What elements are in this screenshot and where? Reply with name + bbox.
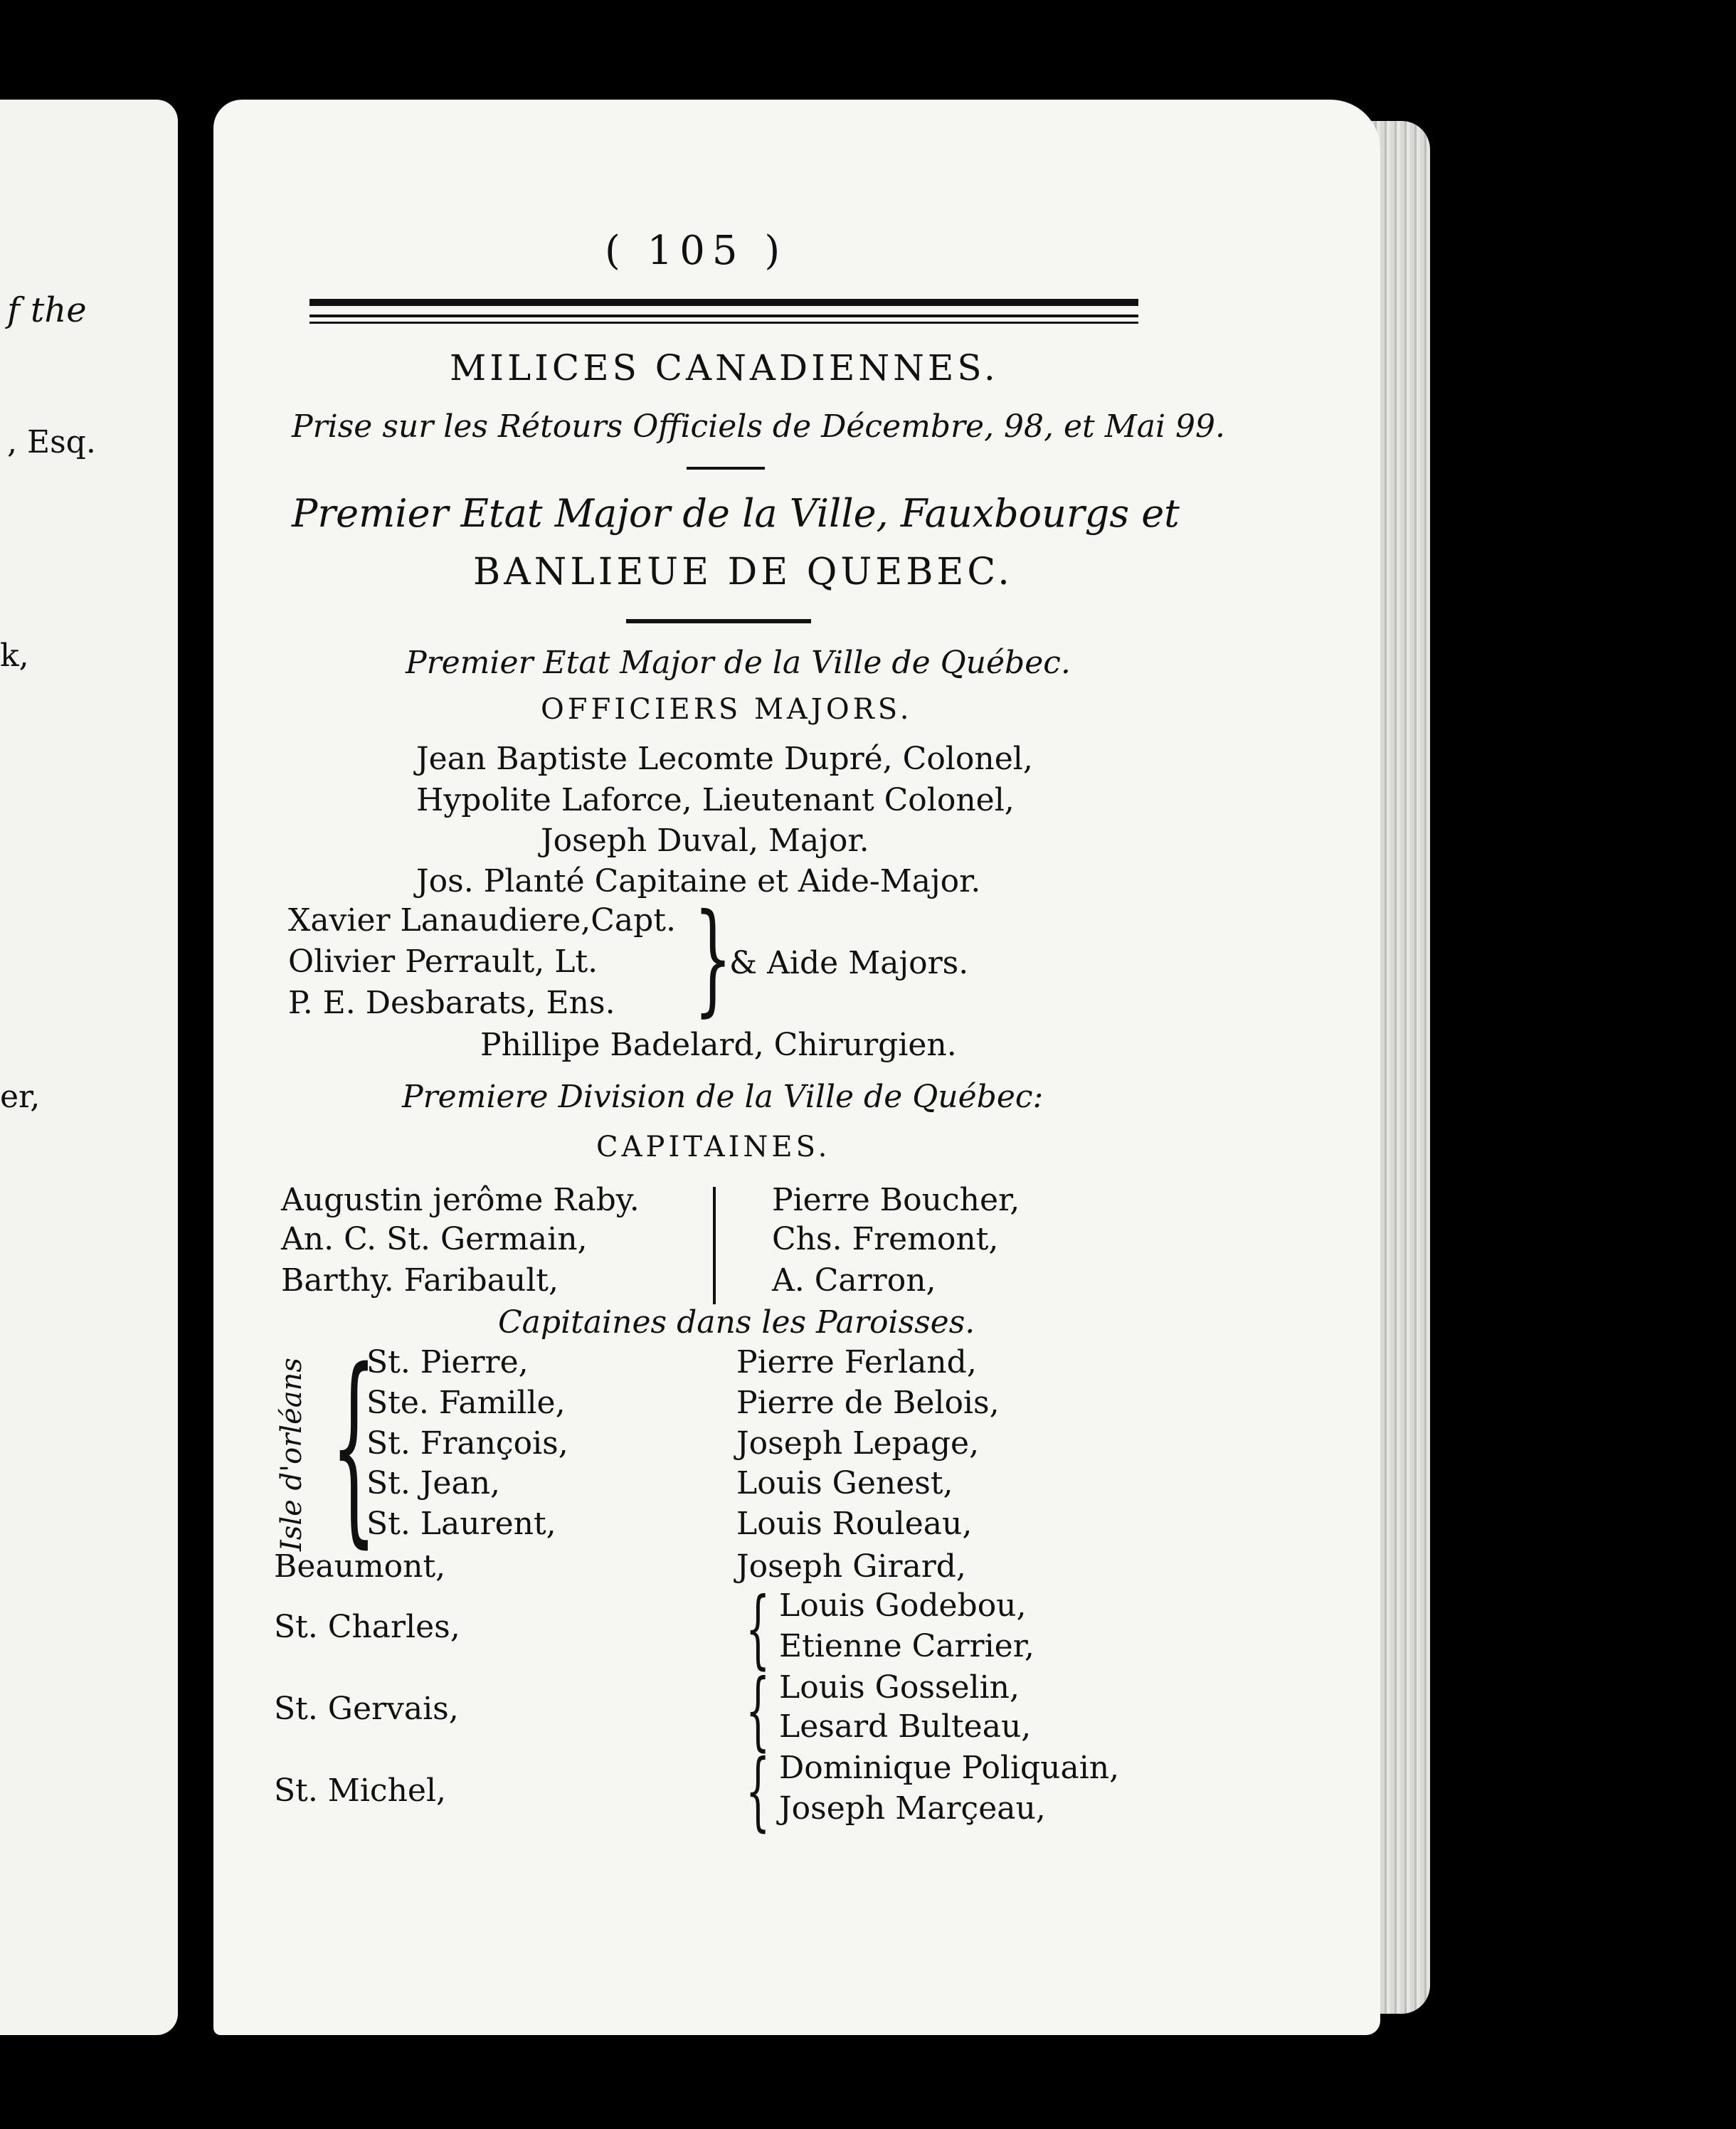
- subsection-heading-etat-major: Premier Etat Major de la Ville de Québec.: [406, 645, 1071, 681]
- captain-st-michel-1: Dominique Poliquain,: [779, 1750, 1120, 1786]
- st-gervais-brace: {: [746, 1662, 771, 1760]
- island-brace: {: [331, 1326, 377, 1566]
- island-parish-2: Ste. Famille,: [366, 1385, 566, 1421]
- left-fragment-1: f the: [7, 290, 87, 330]
- captain-left-1: Augustin jerôme Raby.: [281, 1182, 640, 1218]
- book-page: [213, 100, 1380, 2035]
- officer-line-4: Jos. Planté Capitaine et Aide-Major.: [416, 863, 981, 899]
- island-captain-3: Joseph Lepage,: [736, 1425, 980, 1462]
- section-heading-line2: BANLIEUE DE QUEBEC.: [473, 551, 1013, 593]
- island-captain-1: Pierre Ferland,: [736, 1344, 977, 1380]
- parish-beaumont: Beaumont,: [274, 1548, 446, 1585]
- section-heading-line1: Premier Etat Major de la Ville, Fauxbourgs et: [292, 491, 1180, 536]
- header-rule-thin-2: [309, 322, 1138, 324]
- left-fragment-3: k,: [0, 638, 29, 674]
- island-parish-5: St. Laurent,: [366, 1506, 556, 1542]
- left-page: [0, 100, 178, 2035]
- captain-left-2: An. C. St. Germain,: [281, 1221, 588, 1257]
- island-parish-4: St. Jean,: [366, 1465, 501, 1501]
- aides-brace: }: [694, 888, 733, 1029]
- st-charles-brace: {: [746, 1580, 771, 1679]
- island-parish-3: St. François,: [366, 1425, 568, 1462]
- label-capitaines: CAPITAINES.: [596, 1131, 831, 1163]
- aide-line-1: Xavier Lanaudiere,Capt.: [288, 902, 676, 939]
- captain-right-1: Pierre Boucher,: [772, 1182, 1020, 1218]
- island-parish-1: St. Pierre,: [366, 1344, 529, 1380]
- island-label: Isle d'orléans: [275, 1358, 308, 1551]
- header-rule-thin: [309, 315, 1138, 317]
- label-officiers-majors: OFFICIERS MAJORS.: [541, 693, 913, 726]
- island-captain-4: Louis Genest,: [736, 1465, 953, 1501]
- left-fragment-4: er,: [0, 1079, 41, 1115]
- subsection-heading-paroisses: Capitaines dans les Paroisses.: [498, 1304, 975, 1341]
- subsection-heading-premiere-division: Premiere Division de la Ville de Québec:: [402, 1079, 1044, 1115]
- short-rule-2: [626, 619, 811, 623]
- aides-suffix: & Aide Majors.: [729, 945, 969, 981]
- island-captain-5: Louis Rouleau,: [736, 1506, 973, 1542]
- surgeon-line: Phillipe Badelard, Chirurgien.: [480, 1027, 957, 1063]
- officer-line-3: Joseph Duval, Major.: [541, 823, 869, 859]
- captain-st-charles-1: Louis Godebou,: [779, 1587, 1027, 1624]
- page-title: MILICES CANADIENNES.: [450, 347, 999, 389]
- captain-left-3: Barthy. Faribault,: [281, 1262, 559, 1299]
- st-michel-brace: {: [746, 1742, 771, 1841]
- officer-line-1: Jean Baptiste Lecomte Dupré, Colonel,: [416, 741, 1033, 777]
- aide-line-3: P. E. Desbarats, Ens.: [288, 985, 615, 1021]
- parish-st-michel: St. Michel,: [274, 1773, 446, 1809]
- column-divider: [713, 1187, 716, 1304]
- island-captain-2: Pierre de Belois,: [736, 1385, 1000, 1421]
- captain-st-gervais-2: Lesard Bulteau,: [779, 1708, 1032, 1745]
- page-number: ( 105 ): [605, 228, 788, 274]
- officer-line-2: Hypolite Laforce, Lieutenant Colonel,: [416, 782, 1015, 818]
- aide-line-2: Olivier Perrault, Lt.: [288, 944, 598, 980]
- book-gutter: [178, 100, 213, 2035]
- captain-beaumont: Joseph Girard,: [736, 1548, 966, 1585]
- captain-st-charles-2: Etienne Carrier,: [779, 1628, 1034, 1664]
- short-rule-1: [687, 467, 765, 470]
- captain-st-gervais-1: Louis Gosselin,: [779, 1669, 1020, 1706]
- left-fragment-2: , Esq.: [7, 424, 96, 460]
- header-rule-thick: [309, 299, 1138, 306]
- captain-right-2: Chs. Fremont,: [772, 1221, 999, 1257]
- page-subtitle: Prise sur les Rétours Officiels de Décembre, 98, et Mai 99.: [292, 408, 1226, 445]
- captain-st-michel-2: Joseph Marçeau,: [779, 1790, 1046, 1827]
- parish-st-gervais: St. Gervais,: [274, 1691, 459, 1727]
- captain-right-3: A. Carron,: [772, 1262, 936, 1299]
- parish-st-charles: St. Charles,: [274, 1609, 460, 1645]
